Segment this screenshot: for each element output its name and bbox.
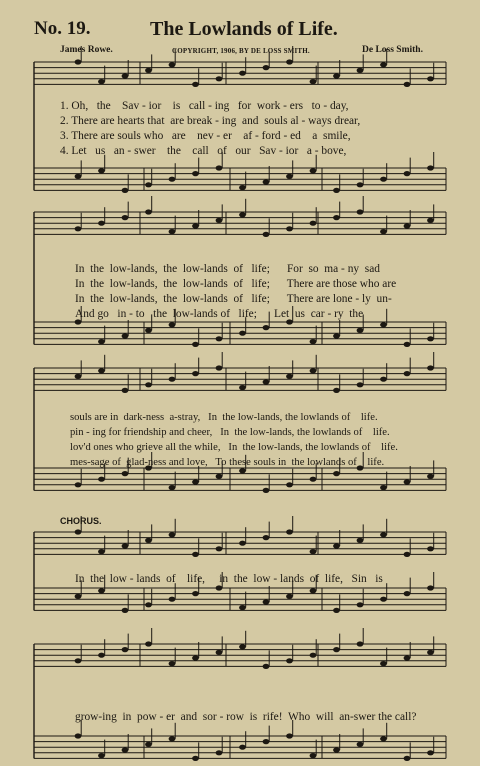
note-head xyxy=(380,597,387,602)
note-head xyxy=(380,322,387,327)
note-head xyxy=(333,215,340,220)
note-head xyxy=(216,585,223,590)
hymn-number: No. 19. xyxy=(34,18,91,39)
note-head xyxy=(169,661,176,666)
note-head xyxy=(122,608,129,613)
note-head xyxy=(427,76,434,81)
note-head xyxy=(122,215,129,220)
chorus-line-1: In the low - lands of life, in the low - lands of life, Sin is xyxy=(75,573,383,585)
note-head xyxy=(404,82,411,87)
note-head xyxy=(216,336,223,341)
note-head xyxy=(357,742,364,747)
note-head xyxy=(357,382,364,387)
note-head xyxy=(98,653,105,658)
note-head xyxy=(286,658,293,663)
note-head xyxy=(216,365,223,370)
note-head xyxy=(169,62,176,67)
note-head xyxy=(263,179,270,184)
note-head xyxy=(380,377,387,382)
note-head xyxy=(75,594,82,599)
note-head xyxy=(169,177,176,182)
note-head xyxy=(216,546,223,551)
note-head xyxy=(239,212,246,217)
note-head xyxy=(239,541,246,546)
note-head xyxy=(310,79,317,84)
note-head xyxy=(192,371,199,376)
note-head xyxy=(263,488,270,493)
note-head xyxy=(75,529,82,534)
note-head xyxy=(263,739,270,744)
note-head xyxy=(145,182,152,187)
note-head xyxy=(122,747,129,752)
note-head xyxy=(404,479,411,484)
note-head xyxy=(169,229,176,234)
note-head xyxy=(380,485,387,490)
verse-3-line-1: 3. There are souls who are nev - er af - ford - ed a smile, xyxy=(60,130,351,142)
note-head xyxy=(98,221,105,226)
note-head xyxy=(427,165,434,170)
note-head xyxy=(310,221,317,226)
note-head xyxy=(98,368,105,373)
note-head xyxy=(333,543,340,548)
note-head xyxy=(145,641,152,646)
note-head xyxy=(263,664,270,669)
composer: De Loss Smith. xyxy=(362,45,423,55)
note-head xyxy=(380,177,387,182)
note-head xyxy=(98,168,105,173)
staff xyxy=(34,152,446,193)
note-head xyxy=(145,602,152,607)
note-head xyxy=(98,753,105,758)
note-head xyxy=(286,59,293,64)
note-head xyxy=(145,382,152,387)
note-head xyxy=(75,226,82,231)
note-head xyxy=(286,733,293,738)
note-head xyxy=(427,218,434,223)
note-head xyxy=(263,232,270,237)
note-head xyxy=(122,388,129,393)
note-head xyxy=(404,552,411,557)
note-head xyxy=(192,591,199,596)
note-head xyxy=(192,756,199,761)
note-head xyxy=(239,605,246,610)
note-head xyxy=(333,647,340,652)
note-head xyxy=(98,477,105,482)
note-head xyxy=(122,188,129,193)
note-head xyxy=(263,379,270,384)
note-head xyxy=(380,62,387,67)
chorus-line-2: grow-ing in pow - er and sor - row is rife! Who will an-swer the call? xyxy=(75,711,417,723)
note-head xyxy=(286,226,293,231)
verse-2-line-2: In the low-lands, the low-lands of life; There are those who are xyxy=(75,278,397,290)
note-head xyxy=(286,594,293,599)
note-head xyxy=(239,71,246,76)
note-head xyxy=(192,223,199,228)
note-head xyxy=(239,385,246,390)
note-head xyxy=(145,68,152,73)
verse-1-line-3: souls are in dark-ness a-stray, In the low-lands, the lowlands of life. xyxy=(70,412,378,423)
note-head xyxy=(310,477,317,482)
note-head xyxy=(145,742,152,747)
note-head xyxy=(75,733,82,738)
lyricist: James Rowe. xyxy=(60,45,113,55)
note-head xyxy=(357,68,364,73)
staff xyxy=(34,46,446,87)
note-head xyxy=(380,229,387,234)
note-head xyxy=(239,331,246,336)
note-head xyxy=(404,756,411,761)
note-head xyxy=(404,591,411,596)
note-head xyxy=(427,650,434,655)
note-head xyxy=(169,532,176,537)
note-head xyxy=(310,753,317,758)
note-head xyxy=(404,371,411,376)
note-head xyxy=(380,736,387,741)
note-head xyxy=(404,655,411,660)
note-head xyxy=(286,529,293,534)
note-head xyxy=(75,59,82,64)
note-head xyxy=(357,538,364,543)
note-head xyxy=(122,471,129,476)
note-head xyxy=(357,182,364,187)
note-head xyxy=(427,474,434,479)
chorus-label: CHORUS. xyxy=(60,516,102,526)
note-head xyxy=(216,218,223,223)
verse-1-line-2: In the low-lands, the low-lands of life; For so ma - ny sad xyxy=(75,263,380,275)
note-head xyxy=(427,365,434,370)
note-head xyxy=(75,174,82,179)
note-head xyxy=(192,655,199,660)
note-head xyxy=(122,73,129,78)
verse-4-line-3: mes-sage of glad-ness and love, To these souls in the lowlands of life. xyxy=(70,457,385,468)
note-head xyxy=(333,471,340,476)
verse-2-line-3: pin - ing for friendship and cheer, In the low-lands, the lowlands of life. xyxy=(70,427,390,438)
note-head xyxy=(169,597,176,602)
note-head xyxy=(169,485,176,490)
note-head xyxy=(357,209,364,214)
note-head xyxy=(263,325,270,330)
note-head xyxy=(192,552,199,557)
note-head xyxy=(357,602,364,607)
note-head xyxy=(286,174,293,179)
note-head xyxy=(192,82,199,87)
copyright-notice: COPYRIGHT, 1906, BY DE LOSS SMITH. xyxy=(172,47,310,55)
note-head xyxy=(122,333,129,338)
note-head xyxy=(427,585,434,590)
note-head xyxy=(286,374,293,379)
note-head xyxy=(98,588,105,593)
hymn-title: The Lowlands of Life. xyxy=(150,18,338,40)
note-head xyxy=(404,223,411,228)
note-head xyxy=(310,168,317,173)
note-head xyxy=(216,750,223,755)
note-head xyxy=(263,535,270,540)
note-head xyxy=(380,532,387,537)
note-head xyxy=(333,608,340,613)
verse-2-line-1: 2. There are hearts that are break - ing and souls al - ways drear, xyxy=(60,115,361,127)
note-head xyxy=(239,745,246,750)
note-head xyxy=(216,165,223,170)
note-head xyxy=(357,641,364,646)
note-head xyxy=(333,73,340,78)
note-head xyxy=(75,482,82,487)
note-head xyxy=(427,546,434,551)
staff xyxy=(34,628,446,669)
note-head xyxy=(216,474,223,479)
note-head xyxy=(404,171,411,176)
note-head xyxy=(263,599,270,604)
note-head xyxy=(169,736,176,741)
note-head xyxy=(75,374,82,379)
verse-3-line-3: lov'd ones who grieve all the while, In the low-lands, the lowlands of life. xyxy=(70,442,398,453)
note-head xyxy=(98,549,105,554)
note-head xyxy=(310,653,317,658)
verse-4-line-1: 4. Let us an - swer the call of our Sav - ior a - bove, xyxy=(60,145,347,157)
verse-1-line-1: 1. Oh, the Sav - ior is call - ing for work - ers to - day, xyxy=(60,100,349,112)
note-head xyxy=(380,661,387,666)
note-head xyxy=(98,339,105,344)
note-head xyxy=(169,322,176,327)
note-head xyxy=(75,658,82,663)
staff xyxy=(34,196,446,237)
note-head xyxy=(192,342,199,347)
verse-3-line-2: In the low-lands, the low-lands of life; There are lone - ly un- xyxy=(75,293,392,305)
note-head xyxy=(333,388,340,393)
note-head xyxy=(404,342,411,347)
note-head xyxy=(98,79,105,84)
staff xyxy=(34,352,446,393)
note-head xyxy=(192,171,199,176)
note-head xyxy=(333,188,340,193)
note-head xyxy=(333,747,340,752)
note-head xyxy=(427,750,434,755)
note-head xyxy=(239,185,246,190)
note-head xyxy=(169,377,176,382)
note-head xyxy=(357,328,364,333)
note-head xyxy=(122,543,129,548)
note-head xyxy=(427,336,434,341)
staff xyxy=(34,720,446,761)
note-head xyxy=(145,328,152,333)
note-head xyxy=(333,333,340,338)
note-head xyxy=(310,339,317,344)
note-head xyxy=(310,549,317,554)
verse-4-line-2: And go in - to the low-lands of life; Let us car - ry the xyxy=(75,308,364,320)
note-head xyxy=(192,479,199,484)
note-head xyxy=(216,76,223,81)
note-head xyxy=(310,588,317,593)
note-head xyxy=(145,538,152,543)
note-head xyxy=(216,650,223,655)
note-head xyxy=(310,368,317,373)
note-head xyxy=(286,482,293,487)
note-head xyxy=(122,647,129,652)
note-head xyxy=(239,644,246,649)
note-head xyxy=(263,65,270,70)
note-head xyxy=(145,209,152,214)
